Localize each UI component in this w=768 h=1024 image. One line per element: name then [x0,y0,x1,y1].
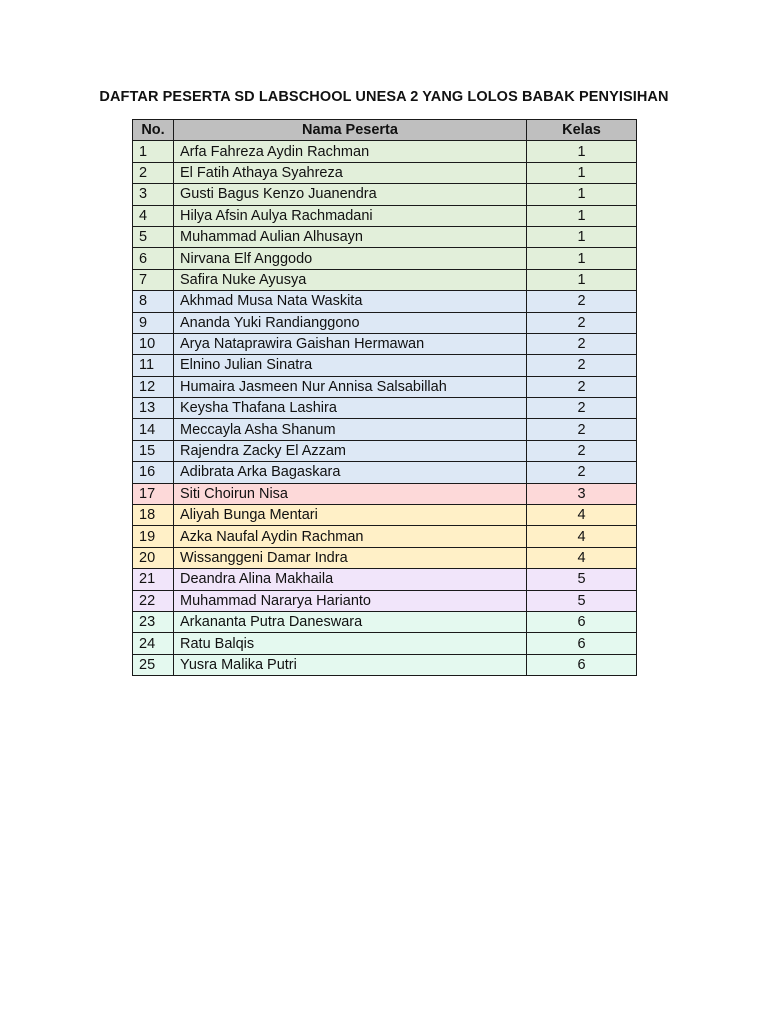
cell-no: 4 [133,205,174,226]
cell-no: 9 [133,312,174,333]
cell-nama-peserta: Nirvana Elf Anggodo [174,248,527,269]
cell-nama-peserta: Meccayla Asha Shanum [174,419,527,440]
cell-no: 25 [133,654,174,675]
table-row [133,205,637,226]
cell-no: 3 [133,184,174,205]
table-row [133,291,637,312]
cell-no: 5 [133,226,174,247]
cell-no: 14 [133,419,174,440]
table-row [133,312,637,333]
table-row [133,355,637,376]
table-row [133,547,637,568]
cell-kelas: 2 [527,333,637,354]
table-row [133,248,637,269]
table-row [133,419,637,440]
document-title: DAFTAR PESERTA SD LABSCHOOL UNESA 2 YANG LOLOS BABAK PENYISIHAN [99,89,669,105]
cell-no: 22 [133,590,174,611]
cell-nama-peserta: Ratu Balqis [174,633,527,654]
cell-kelas: 2 [527,376,637,397]
table-row [133,333,637,354]
cell-no: 2 [133,162,174,183]
cell-kelas: 1 [527,226,637,247]
cell-no: 8 [133,291,174,312]
cell-no: 20 [133,547,174,568]
cell-kelas: 1 [527,141,637,162]
table-row [133,633,637,654]
cell-nama-peserta: Humaira Jasmeen Nur Annisa Salsabillah [174,376,527,397]
cell-no: 19 [133,526,174,547]
header-kelas: Kelas [527,120,637,141]
cell-kelas: 6 [527,611,637,632]
cell-no: 12 [133,376,174,397]
table-row [133,269,637,290]
cell-kelas: 5 [527,569,637,590]
cell-nama-peserta: Elnino Julian Sinatra [174,355,527,376]
cell-nama-peserta: Gusti Bagus Kenzo Juanendra [174,184,527,205]
cell-kelas: 3 [527,483,637,504]
table-row [133,590,637,611]
cell-nama-peserta: Akhmad Musa Nata Waskita [174,291,527,312]
cell-nama-peserta: Arfa Fahreza Aydin Rachman [174,141,527,162]
cell-nama-peserta: Hilya Afsin Aulya Rachmadani [174,205,527,226]
cell-kelas: 2 [527,355,637,376]
cell-no: 18 [133,505,174,526]
header-no: No. [133,120,174,141]
cell-kelas: 1 [527,162,637,183]
cell-no: 21 [133,569,174,590]
cell-nama-peserta: Ananda Yuki Randianggono [174,312,527,333]
cell-kelas: 5 [527,590,637,611]
cell-kelas: 2 [527,419,637,440]
cell-kelas: 4 [527,526,637,547]
table-row [133,526,637,547]
cell-kelas: 2 [527,440,637,461]
cell-no: 16 [133,462,174,483]
table-row [133,462,637,483]
cell-kelas: 1 [527,205,637,226]
table-body [133,141,637,676]
cell-no: 7 [133,269,174,290]
cell-no: 1 [133,141,174,162]
cell-nama-peserta: Arkananta Putra Daneswara [174,611,527,632]
cell-kelas: 4 [527,505,637,526]
cell-kelas: 2 [527,312,637,333]
header-nama-peserta: Nama Peserta [174,120,527,141]
cell-nama-peserta: Wissanggeni Damar Indra [174,547,527,568]
cell-no: 10 [133,333,174,354]
cell-nama-peserta: El Fatih Athaya Syahreza [174,162,527,183]
cell-nama-peserta: Yusra Malika Putri [174,654,527,675]
cell-no: 13 [133,398,174,419]
cell-nama-peserta: Arya Nataprawira Gaishan Hermawan [174,333,527,354]
cell-nama-peserta: Muhammad Aulian Alhusayn [174,226,527,247]
cell-no: 6 [133,248,174,269]
table-row [133,226,637,247]
table-row [133,505,637,526]
cell-nama-peserta: Safira Nuke Ayusya [174,269,527,290]
cell-kelas: 2 [527,398,637,419]
cell-no: 11 [133,355,174,376]
cell-no: 17 [133,483,174,504]
table-header-row [133,120,637,141]
cell-kelas: 1 [527,248,637,269]
cell-nama-peserta: Keysha Thafana Lashira [174,398,527,419]
cell-nama-peserta: Azka Naufal Aydin Rachman [174,526,527,547]
cell-no: 24 [133,633,174,654]
table-row [133,184,637,205]
table-row [133,440,637,461]
cell-nama-peserta: Deandra Alina Makhaila [174,569,527,590]
cell-no: 23 [133,611,174,632]
table-row [133,654,637,675]
cell-no: 15 [133,440,174,461]
cell-nama-peserta: Rajendra Zacky El Azzam [174,440,527,461]
table-row [133,141,637,162]
cell-nama-peserta: Aliyah Bunga Mentari [174,505,527,526]
cell-nama-peserta: Muhammad Nararya Harianto [174,590,527,611]
table-row [133,569,637,590]
cell-kelas: 2 [527,462,637,483]
cell-kelas: 6 [527,654,637,675]
cell-kelas: 1 [527,184,637,205]
table-row [133,483,637,504]
cell-kelas: 2 [527,291,637,312]
cell-kelas: 1 [527,269,637,290]
cell-kelas: 6 [527,633,637,654]
participant-table [132,119,637,676]
table-row [133,162,637,183]
cell-nama-peserta: Siti Choirun Nisa [174,483,527,504]
table-row [133,376,637,397]
table-row [133,611,637,632]
cell-kelas: 4 [527,547,637,568]
table-row [133,398,637,419]
cell-nama-peserta: Adibrata Arka Bagaskara [174,462,527,483]
